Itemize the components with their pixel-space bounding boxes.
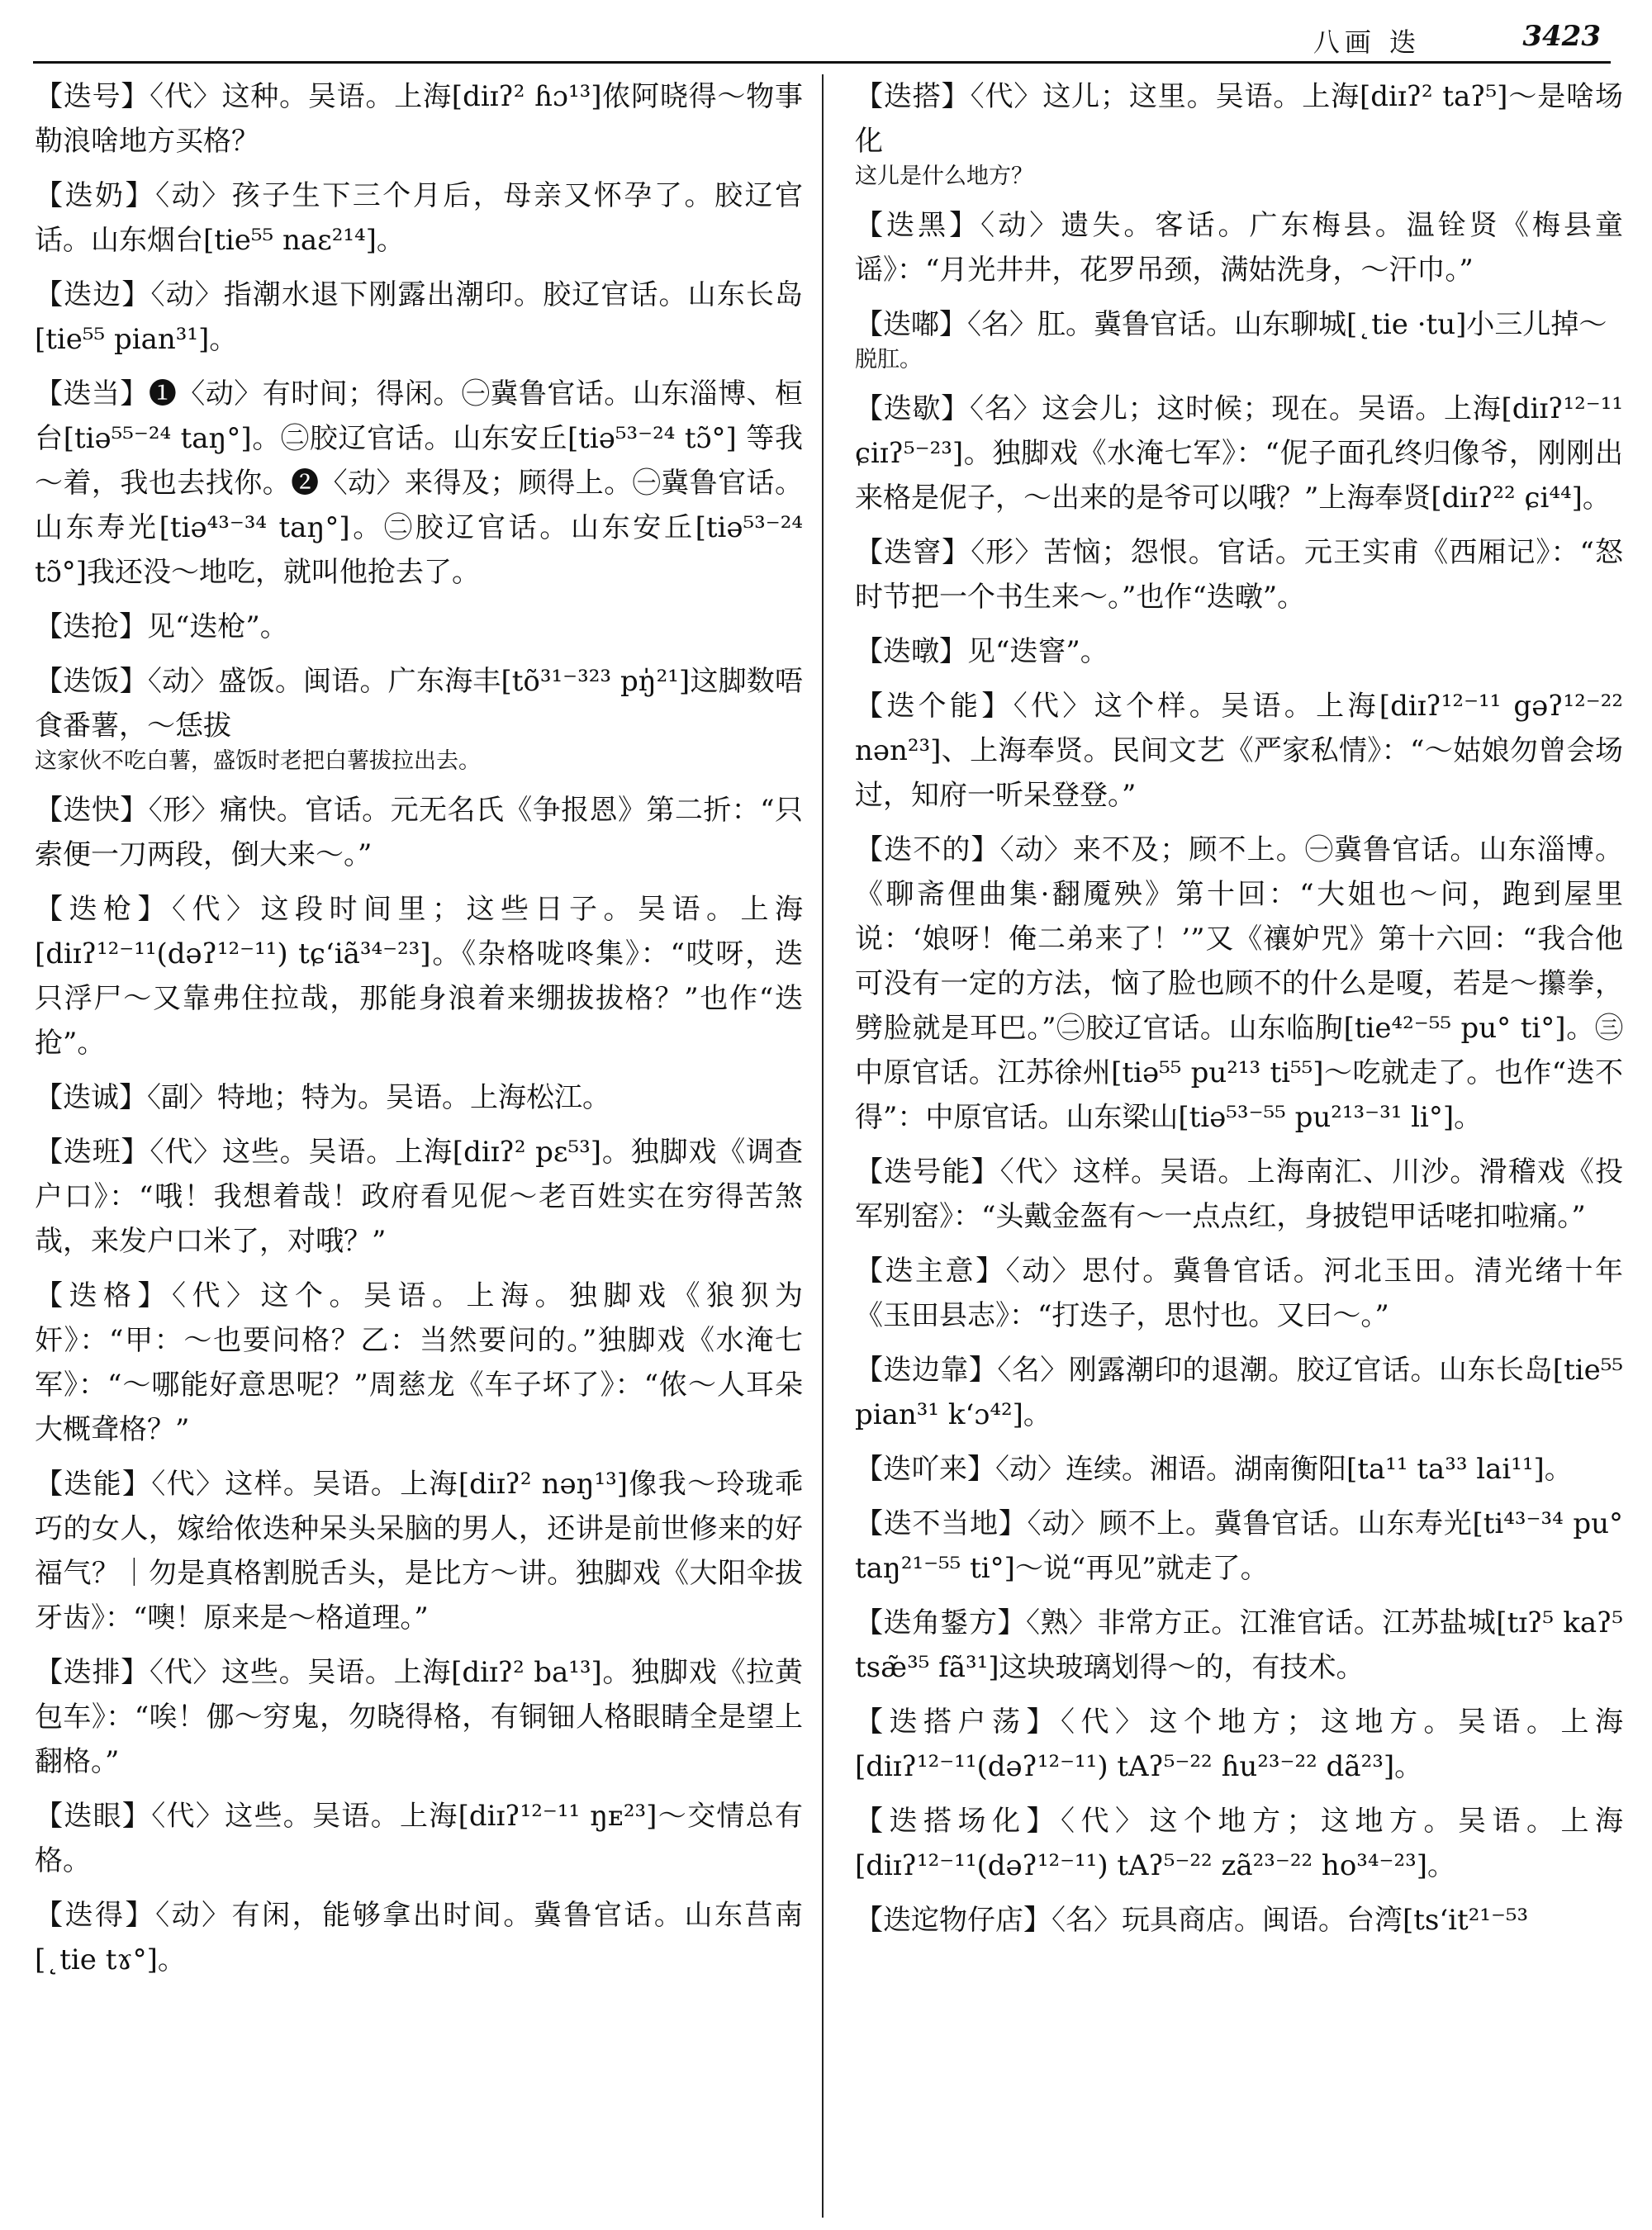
dictionary-entry	[35, 1893, 803, 1982]
dictionary-entry	[855, 684, 1623, 818]
entry-text: 【迭排】〈代〉这些。吴语。上海[diɪʔ² ba¹³]。独脚戏《拉黄包车》：“唉！㑚～穷鬼，勿晓得格，有铜钿人格眼睛全是望上翻格。”	[35, 1656, 803, 1778]
section-title: 八画 迭	[1313, 26, 1421, 58]
entry-text: 【迭能】〈代〉这样。吴语。上海[diɪʔ² nəŋ¹³]像我～玲珑乖巧的女人，嫁给侬迭种呆头呆脑的男人，还讲是前世修来的好福气？｜勿是真格割脱舌头，是比方～讲。独脚戏《大阳伞拔牙齿》：“噢！原来是～格道理。”	[35, 1468, 803, 1635]
left-column	[35, 74, 803, 2222]
dictionary-entry	[855, 1601, 1623, 1690]
entry-text: 【迭眼】〈代〉这些。吴语。上海[diɪʔ¹²⁻¹¹ ŋᴇ²³]～交情总有格。	[35, 1800, 803, 1877]
dictionary-entry	[35, 1462, 803, 1640]
entry-text: 【迭诚】〈副〉特地；特为。吴语。上海松江。	[35, 1081, 610, 1114]
entry-gloss: 这家伙不吃白薯，盛饭时老把白薯拔拉出去。	[35, 748, 481, 774]
entry-text: 【迭搭户荡】〈代〉这个地方；这地方。吴语。上海[diɪʔ¹²⁻¹¹(dəʔ¹²⁻¹¹) tAʔ⁵⁻²² ɦu²³⁻²² dã²³]。	[855, 1706, 1623, 1783]
entry-text: 【迭饭】〈动〉盛饭。闽语。广东海丰[tõ³¹⁻³²³ pŋ̍²¹]这脚数唔食番薯，～恁拔	[35, 665, 803, 743]
dictionary-entry	[855, 1898, 1623, 1943]
header-rule	[33, 61, 1611, 64]
dictionary-entry	[855, 387, 1623, 520]
dictionary-entry	[855, 629, 1623, 674]
entry-text: 【迭不的】〈动〉来不及；顾不上。㊀冀鲁官话。山东淄博。《聊斋俚曲集·翻魇殃》第十回：“大姐也～问，跑到屋里说：‘娘呀！俺二弟来了！’”又《禳妒咒》第十六回：“我合他可没有一定的方法，恼了脸也顾不的什么是嗄，若是～攥拳，劈脸就是耳巴。”㊁胶辽官话。山东临朐[tie⁴²⁻⁵⁵ pu° ti°]。㊂中原官话。江苏徐州[tiə⁵⁵ pu²¹³ ti⁵⁵]～吃就走了。也作“迭不得”：中原官话。山东梁山[tiə⁵³⁻⁵⁵ pu²¹³⁻³¹ li°]。	[855, 833, 1623, 1134]
dictionary-entry	[35, 173, 803, 263]
dictionary-entry	[855, 1502, 1623, 1591]
entry-text: 【迭窨】〈形〉苦恼；怨恨。官话。元王实甫《西厢记》：“怒时节把一个书生来～。”也作“迭暾”。	[855, 536, 1623, 614]
dictionary-entry	[35, 788, 803, 877]
page-number: 3423	[1522, 20, 1601, 53]
dictionary-entry	[35, 887, 803, 1065]
right-column	[855, 74, 1623, 2222]
dictionary-entry	[35, 659, 803, 778]
entry-text: 【迭角鋬方】〈熟〉非常方正。江淮官话。江苏盐城[tɪʔ⁵ kaʔ⁵ tsæ̃³⁵ fã³¹]这块玻璃划得～的，有技术。	[855, 1606, 1623, 1684]
entry-text: 【迭搭】〈代〉这儿；这里。吴语。上海[diɪʔ² taʔ⁵]～是啥场化	[855, 80, 1623, 158]
dictionary-entry	[855, 302, 1623, 377]
dictionary-entry	[35, 1130, 803, 1264]
dictionary-entry	[855, 828, 1623, 1140]
entry-text: 【迭当】❶〈动〉有时间；得闲。㊀冀鲁官话。山东淄博、桓台[tiə⁵⁵⁻²⁴ taŋ°]。㊁胶辽官话。山东安丘[tiə⁵³⁻²⁴ tɔ̃°] 等我～着，我也去找你。❷〈动〉来得及；顾得上。㊀冀鲁官话。山东寿光[tiə⁴³⁻³⁴ taŋ°]。㊁胶辽官话。山东安丘[tiə⁵³⁻²⁴ tɔ̃°]我还没～地吃，就叫他抢去了。	[35, 377, 803, 589]
entry-text: 【迭吖来】〈动〉连续。湘语。湖南衡阳[ta¹¹ ta³³ lai¹¹]。	[855, 1453, 1573, 1486]
dictionary-entry	[35, 273, 803, 362]
entry-text: 【迭嘟】〈名〉肛。冀鲁官话。山东聊城[˛tie ·tu]小三儿掉～	[855, 308, 1607, 341]
dictionary-entry	[855, 530, 1623, 619]
entry-text: 【迭班】〈代〉这些。吴语。上海[diɪʔ² pɛ⁵³]。独脚戏《调查户口》：“哦！我想着哉！政府看见伲～老百姓实在穷得苦煞哉，来发户口米了，对哦？”	[35, 1136, 803, 1258]
dictionary-entry	[35, 74, 803, 164]
dictionary-entry	[35, 605, 803, 649]
dictionary-entry	[855, 1249, 1623, 1338]
dictionary-entry	[855, 1447, 1623, 1492]
entry-text: 【迭主意】〈动〉思付。冀鲁官话。河北玉田。清光绪十年《玉田县志》：“打迭子，思忖也。又曰～。”	[855, 1255, 1623, 1332]
dictionary-entry	[35, 1794, 803, 1883]
entry-text: 【迭枪】〈代〉这段时间里；这些日子。吴语。上海[diɪʔ¹²⁻¹¹(dəʔ¹²⁻¹¹) tɕʻiã³⁴⁻²³]。《杂格咙咚集》：“哎呀，迭只浮尸～又靠弗住拉哉，那能身浪着来绷拔拔格？”也作“迭抢”。	[35, 893, 803, 1060]
entry-text: 【迭快】〈形〉痛快。官话。元无名氏《争报恩》第二折：“只索便一刀两段，倒大来～。”	[35, 794, 803, 871]
dictionary-entry	[855, 1348, 1623, 1437]
entry-text: 【迭迱物仔店】〈名〉玩具商店。闽语。台湾[tsʻit²¹⁻⁵³	[855, 1904, 1529, 1937]
entry-text: 【迭得】〈动〉有闲，能够拿出时间。冀鲁官话。山东莒南[˛tie tɤ°]。	[35, 1899, 803, 1976]
dictionary-entry	[35, 372, 803, 595]
entry-text: 【迭个能】〈代〉这个样。吴语。上海[diɪʔ¹²⁻¹¹ gəʔ¹²⁻²² nən²³]、上海奉贤。民间文艺《严家私情》：“～姑娘勿曾会场过，知府一听呆登登。”	[855, 690, 1623, 812]
dictionary-entry	[855, 1150, 1623, 1239]
dictionary-entry	[855, 1700, 1623, 1789]
dictionary-entry	[855, 74, 1623, 193]
dictionary-entry	[35, 1274, 803, 1452]
entry-text: 【迭奶】〈动〉孩子生下三个月后，母亲又怀孕了。胶辽官话。山东烟台[tie⁵⁵ naɛ²¹⁴]。	[35, 179, 803, 257]
dictionary-entry	[35, 1650, 803, 1784]
entry-text: 【迭暾】见“迭窨”。	[855, 635, 1108, 668]
entry-text: 【迭不当地】〈动〉顾不上。冀鲁官话。山东寿光[ti⁴³⁻³⁴ pu° taŋ²¹⁻⁵⁵ ti°]～说“再见”就走了。	[855, 1507, 1623, 1585]
column-divider	[822, 74, 824, 2218]
page-header	[41, 15, 1611, 58]
entry-text: 【迭抢】见“迭枪”。	[35, 610, 288, 643]
entry-text: 【迭边靠】〈名〉刚露潮印的退潮。胶辽官话。山东长岛[tie⁵⁵ pian³¹ kʻɔ⁴²]。	[855, 1354, 1623, 1431]
entry-text: 【迭格】〈代〉这个。吴语。上海。独脚戏《狼狈为奸》：“甲：～也要问格？乙：当然要问的。”独脚戏《水淹七军》：“～哪能好意思呢？”周慈龙《车子坏了》：“侬～人耳朵大概聋格？”	[35, 1279, 803, 1446]
entry-gloss: 这儿是什么地方？	[855, 164, 1033, 189]
entry-text: 【迭号能】〈代〉这样。吴语。上海南汇、川沙。滑稽戏《投军别窑》：“头戴金盔有～一点点红，身披铠甲话咾扣啦痛。”	[855, 1155, 1623, 1233]
dictionary-entry	[855, 1799, 1623, 1888]
entry-text: 【迭号】〈代〉这种。吴语。上海[diɪʔ² ɦɔ¹³]侬阿晓得～物事勒浪啥地方买格？	[35, 80, 803, 158]
entry-text: 【迭边】〈动〉指潮水退下刚露出潮印。胶辽官话。山东长岛[tie⁵⁵ pian³¹]。	[35, 278, 803, 356]
entry-text: 【迭歇】〈名〉这会儿；这时候；现在。吴语。上海[diɪʔ¹²⁻¹¹ ɕiɪʔ⁵⁻²³]。独脚戏《水淹七军》：“伲子面孔终归像爷，刚刚出来格是伲子，～出来的是爷可以哦？”上海奉贤[diɪʔ²² ɕi⁴⁴]。	[855, 392, 1623, 515]
entry-gloss: 脱肛。	[855, 347, 922, 372]
entry-text: 【迭黑】〈动〉遗失。客话。广东梅县。温铨贤《梅县童谣》：“月光井井，花罗吊颈，满姑洗身，～汗巾。”	[855, 209, 1623, 287]
dictionary-entry	[855, 203, 1623, 292]
dictionary-entry	[35, 1075, 803, 1120]
entry-text: 【迭搭场化】〈代〉这个地方；这地方。吴语。上海[diɪʔ¹²⁻¹¹(dəʔ¹²⁻¹¹) tAʔ⁵⁻²² zã²³⁻²² ho³⁴⁻²³]。	[855, 1805, 1623, 1882]
